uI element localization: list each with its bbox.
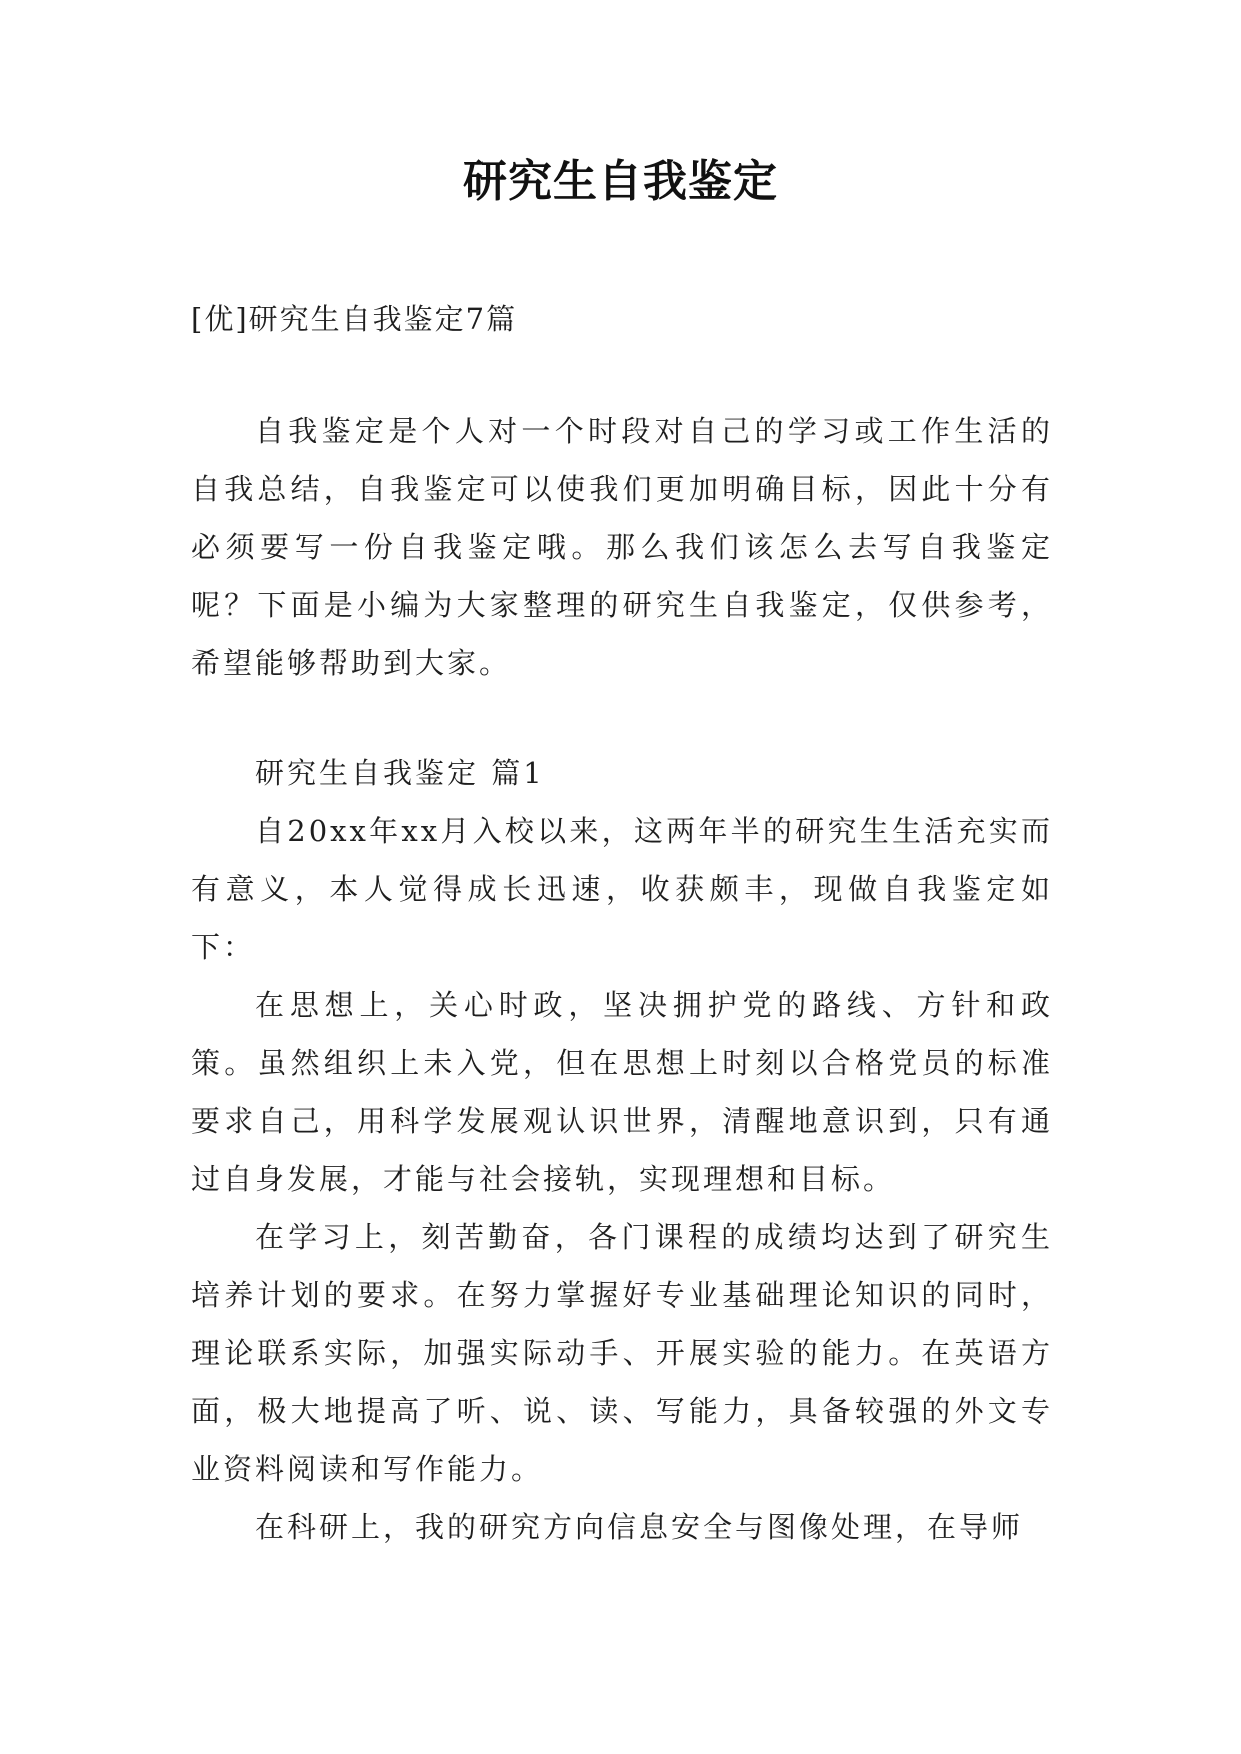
body-paragraph: 在学习上，刻苦勤奋，各门课程的成绩均达到了研究生培养计划的要求。在努力掌握好专业基础理论知识的同时，理论联系实际，加强实际动手、开展实验的能力。在英语方面，极大地提高了听、说、读、写能力，具备较强的外文专业资料阅读和写作能力。 xyxy=(191,1220,1053,1486)
section-heading: 研究生自我鉴定 篇1 xyxy=(255,756,545,790)
body-paragraph: 在思想上，关心时政，坚决拥护党的路线、方针和政策。虽然组织上未入党，但在思想上时刻以合格党员的标准要求自己，用科学发展观认识世界，清醒地意识到，只有通过自身发展，才能与社会接轨，实现理想和目标。 xyxy=(191,988,1053,1196)
body-paragraph: 自20xx年xx月入校以来，这两年半的研究生生活充实而有意义，本人觉得成长迅速，收获颇丰，现做自我鉴定如下： xyxy=(191,814,1053,964)
document-body xyxy=(191,290,1053,1556)
document-title: 研究生自我鉴定 xyxy=(463,156,778,207)
document-subtitle: [优]研究生自我鉴定7篇 xyxy=(191,302,518,336)
intro-paragraph: 自我鉴定是个人对一个时段对自己的学习或工作生活的自我总结，自我鉴定可以使我们更加明确目标，因此十分有必须要写一份自我鉴定哦。那么我们该怎么去写自我鉴定呢？下面是小编为大家整理的研究生自我鉴定，仅供参考，希望能够帮助到大家。 xyxy=(191,414,1053,680)
body-paragraph: 在科研上，我的研究方向信息安全与图像处理，在导师 xyxy=(255,1510,1024,1544)
